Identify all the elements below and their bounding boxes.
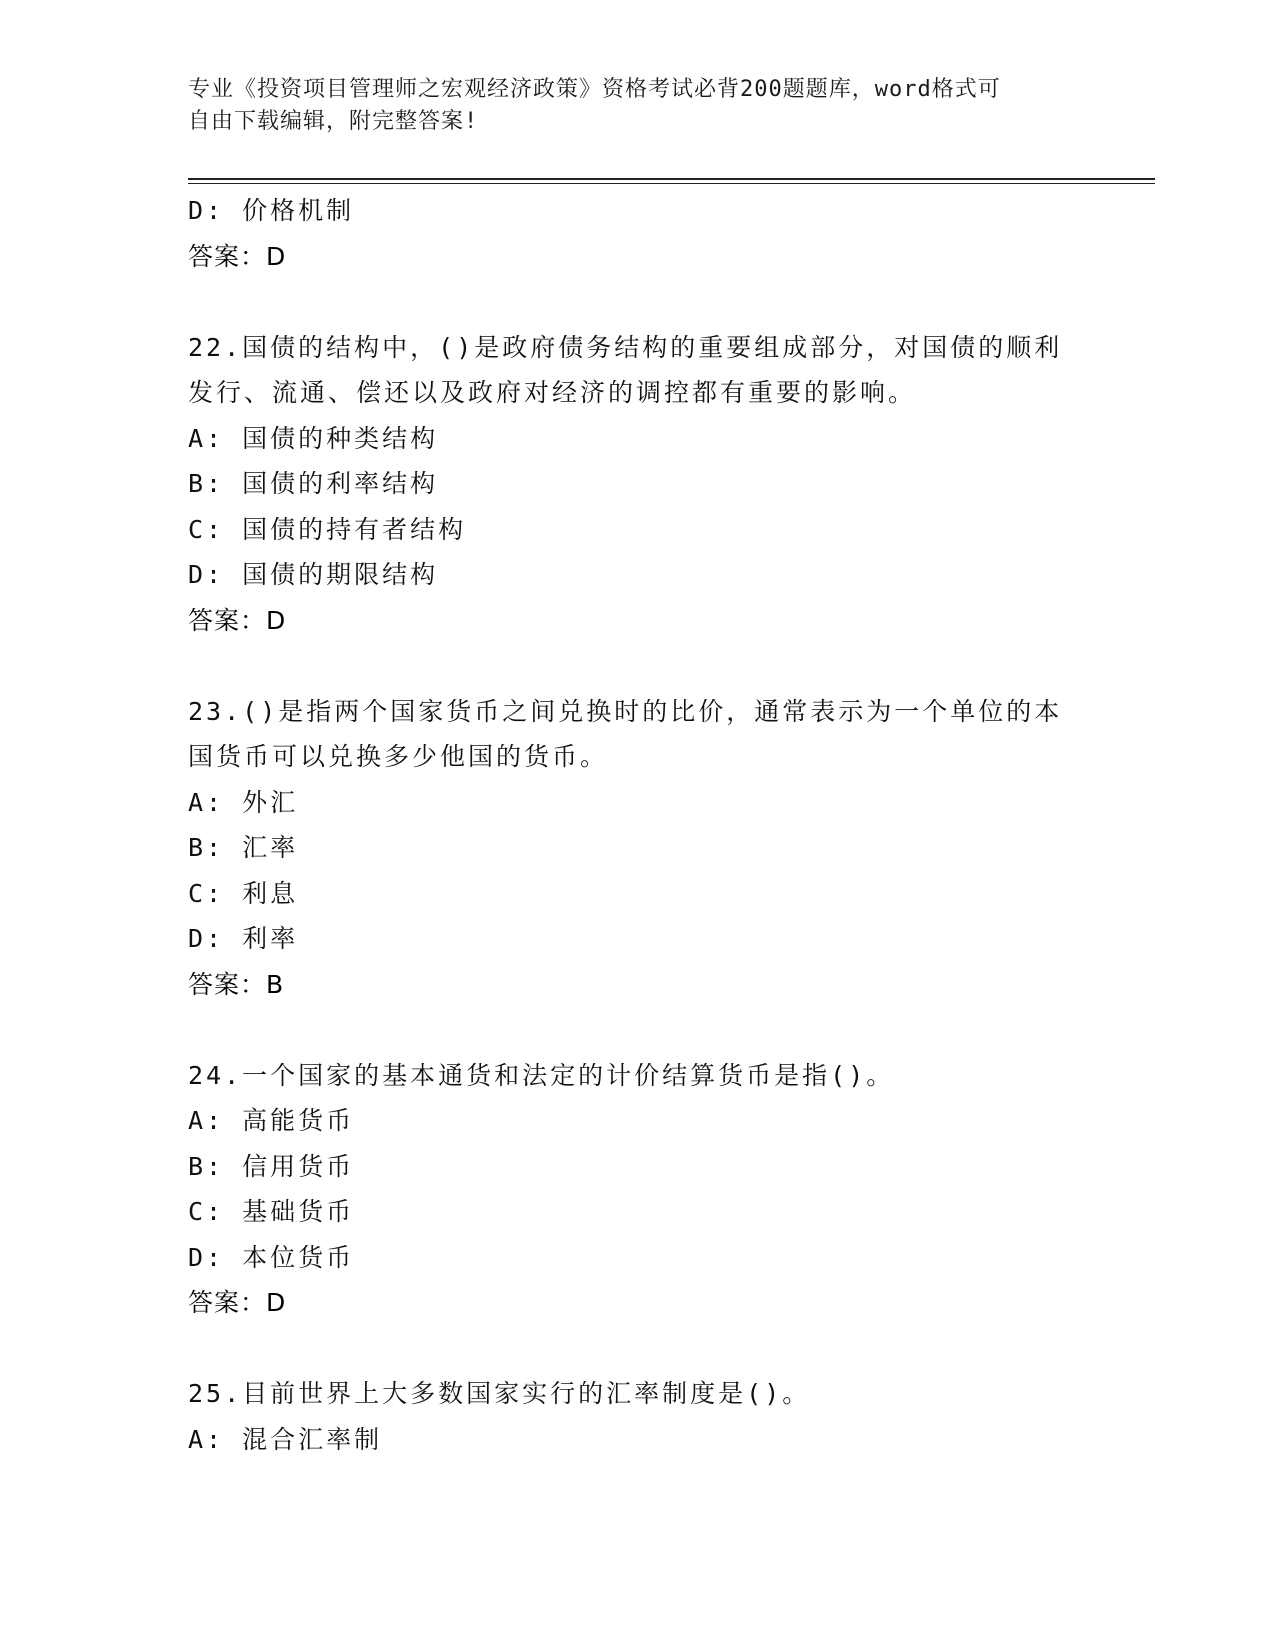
option-a: A: 混合汇率制 <box>188 1424 383 1454</box>
question-stem: 22.国债的结构中，()是政府债务结构的重要组成部分，对国债的顺利 <box>188 332 1063 362</box>
question-stem-continued: 发行、流通、偿还以及政府对经济的调控都有重要的影响。 <box>188 378 917 407</box>
option-b: B: 国债的利率结构 <box>188 469 439 498</box>
question-stem-continued: 国货币可以兑换多少他国的货币。 <box>188 742 609 771</box>
question-23 <box>188 689 1088 1008</box>
previous-question-fragment <box>188 188 1088 280</box>
option-d: D: 利率 <box>188 924 299 953</box>
option-a: A: 高能货币 <box>188 1106 355 1135</box>
option-b: B: 信用货币 <box>188 1151 355 1181</box>
header-divider-thin <box>188 183 1155 184</box>
option-d: D: 价格机制 <box>188 196 355 225</box>
question-25 <box>188 1371 1088 1462</box>
header-line-2: 自由下载编辑，附完整答案! <box>188 109 479 134</box>
option-c: C: 国债的持有者结构 <box>188 514 467 544</box>
option-d: D: 本位货币 <box>188 1242 355 1272</box>
answer-line: 答案：D <box>188 1288 287 1317</box>
option-d: D: 国债的期限结构 <box>188 560 439 589</box>
answer-line: 答案：D <box>188 605 287 635</box>
question-stem: 23.()是指两个国家货币之间兑换时的比价，通常表示为一个单位的本 <box>188 696 1063 726</box>
header-divider <box>188 178 1155 180</box>
header-line-1: 专业《投资项目管理师之宏观经济政策》资格考试必背200题题库，word格式可 <box>188 77 1001 102</box>
answer-line: 答案：D <box>188 241 287 271</box>
question-stem: 25.目前世界上大多数国家实行的汇率制度是()。 <box>188 1379 811 1408</box>
option-c: C: 基础货币 <box>188 1197 355 1226</box>
question-24 <box>188 1053 1088 1327</box>
option-a: A: 国债的种类结构 <box>188 423 439 453</box>
question-stem: 24.一个国家的基本通货和法定的计价结算货币是指()。 <box>188 1060 895 1090</box>
question-22 <box>188 325 1088 644</box>
answer-line: 答案：B <box>188 969 285 999</box>
document-header <box>188 74 1068 138</box>
option-a: A: 外汇 <box>188 787 299 817</box>
option-b: B: 汇率 <box>188 833 299 862</box>
option-c: C: 利息 <box>188 878 299 908</box>
question-list <box>188 188 1088 1462</box>
